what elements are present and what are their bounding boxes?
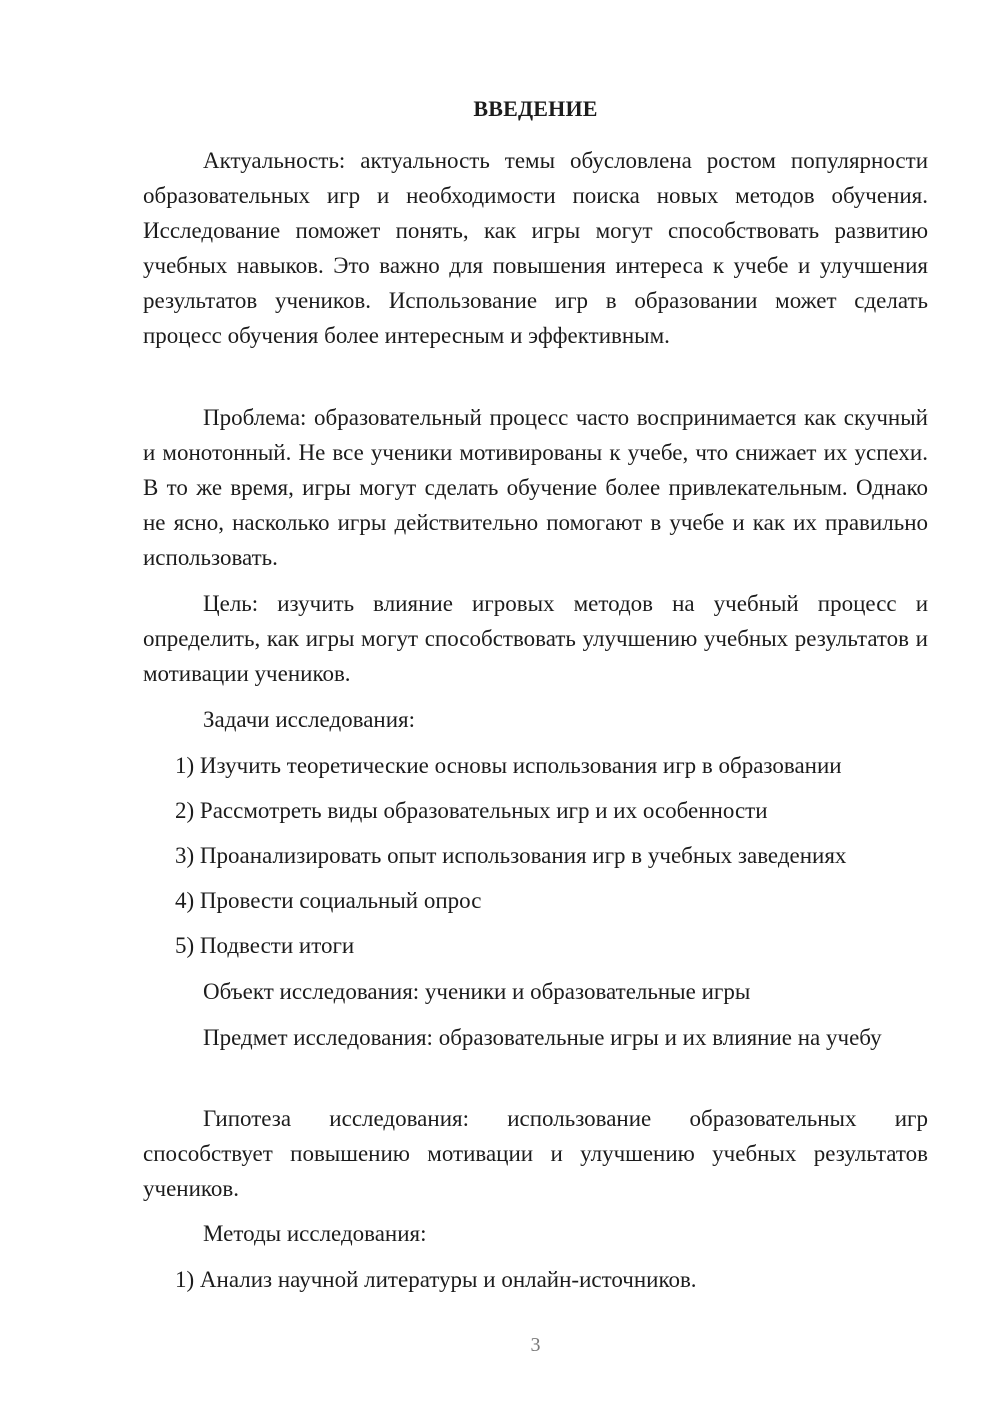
task-item: 2) Рассмотреть виды образовательных игр и их особенности	[175, 798, 768, 823]
goal-paragraph: Цель: изучить влияние игровых методов на учебный процесс и определить, как игры могут способствовать улучшению учебных результатов и мотивации учеников.	[143, 591, 928, 686]
tasks-title: Задачи исследования:	[203, 707, 416, 732]
methods-title: Методы исследования:	[203, 1221, 427, 1246]
page-number: 3	[530, 1334, 541, 1356]
method-item: 1) Анализ научной литературы и онлайн-источников.	[175, 1267, 697, 1292]
hypothesis-paragraph: Гипотеза исследования: использование образовательных игр способствует повышению мотивации и улучшению учебных результатов учеников.	[143, 1106, 928, 1201]
task-item: 4) Провести социальный опрос	[175, 888, 482, 913]
task-item: 5) Подвести итоги	[175, 933, 355, 958]
subject-paragraph: Предмет исследования: образовательные игры и их влияние на учебу	[203, 1025, 882, 1050]
task-item: 1) Изучить теоретические основы использования игр в образовании	[175, 753, 842, 778]
task-item: 3) Проанализировать опыт использования игр в учебных заведениях	[175, 843, 847, 868]
section-heading: ВВЕДЕНИЕ	[473, 96, 598, 121]
problem-paragraph: Проблема: образовательный процесс часто воспринимается как скучный и монотонный. Не все ученики мотивированы к учебе, что снижает их успехи. В то же время, игры могут сделать обучение более привлекательным. Однако не ясно, насколько игры действительно помогают в учебе и как их правильно использовать.	[143, 405, 928, 570]
object-line: Объект исследования: ученики и образовательные игры	[203, 979, 751, 1004]
relevance-paragraph: Актуальность: актуальность темы обусловлена ростом популярности образовательных игр и необходимости поиска новых методов обучения. Исследование поможет понять, как игры могут способствовать развитию учебных навыков. Это важно для повышения интереса к учебе и улучшения результатов учеников. Использование игр в образовании может сделать процесс обучения более интересным и эффективным.	[143, 148, 928, 348]
